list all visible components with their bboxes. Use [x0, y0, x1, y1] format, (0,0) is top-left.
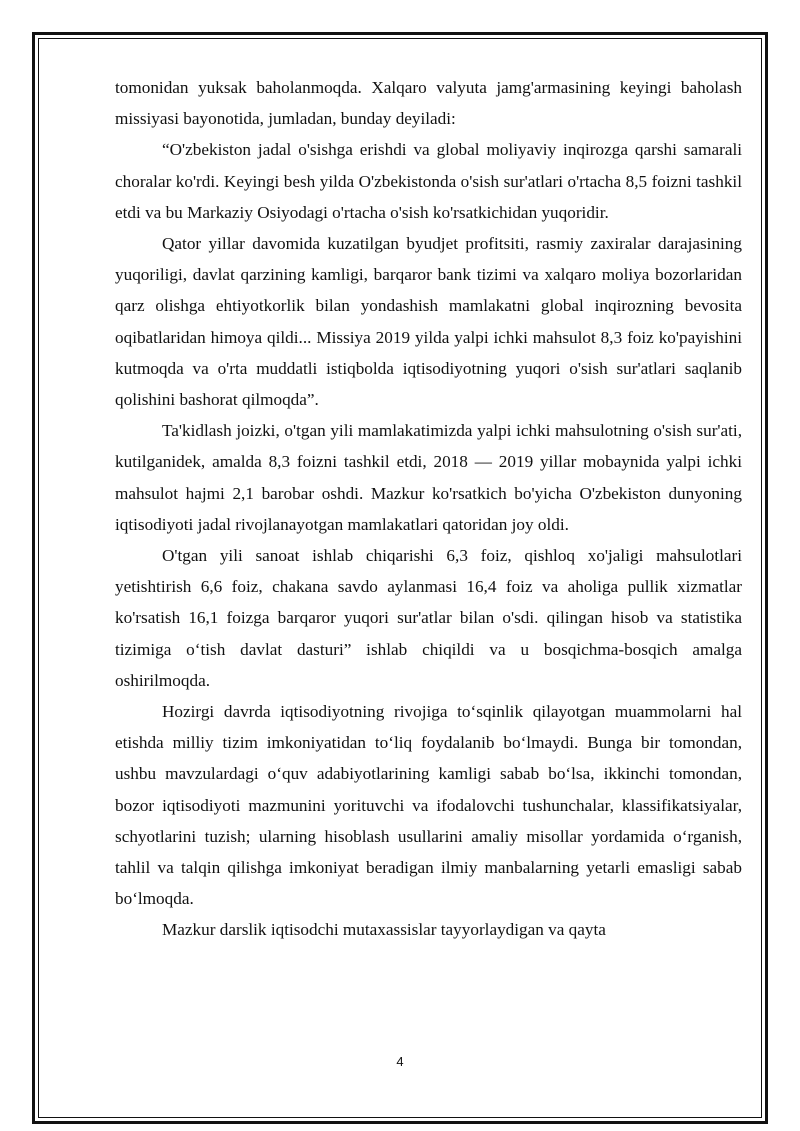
paragraph: “O'zbekiston jadal o'sishga erishdi va global moliyaviy inqirozga qarshi samarali choralar ko'rdi. Keyingi besh yilda O'zbekistonda o'sish sur'atlari o'rtacha 8,5 foizni tashkil etdi va bu Markaziy Osiyodagi o'rtacha o'sish ko'rsatkichidan yuqoridir.	[115, 140, 742, 222]
paragraph: Hozirgi davrda iqtisodiyotning rivojiga to‘sqinlik qilayotgan muammolarni hal etishda milliy tizim imkoniyatidan to‘liq foydalanib bo‘lmaydi. Bunga bir tomondan, ushbu mavzulardagi o‘quv adabiyotlarining kamligi sabab bo‘lsa, ikkinchi tomondan, bozor iqtisodiyoti mazmunini yorituvchi va ifodalovchi tushunchalar, klassifikatsiyalar, schyotlarini tuzish; ularning hisoblash usullarini amaliy misollar yordamida o‘rganish, tahlil va talqin qilishga imkoniyat beradigan ilmiy manbalarning yetarli emasligi sabab bo‘lmoqda.	[115, 702, 742, 909]
paragraph: Mazkur darslik iqtisodchi mutaxassislar tayyorlaydigan va qayta	[162, 920, 606, 940]
paragraph: Qator yillar davomida kuzatilgan byudjet profitsiti, rasmiy zaxiralar darajasining yuqoriligi, davlat qarzining kamligi, barqaror bank tizimi va xalqaro moliya bozorlaridan qarz olishga ehtiyotkorlik bilan yondashish mamlakatni global inqirozning bevosita oqibatlaridan himoya qildi... Missiya 2019 yilda yalpi ichki mahsulot 8,3 foiz ko'payishini kutmoqda va o'rta muddatli istiqbolda iqtisodiyotning yuqori o'sish sur'atlari saqlanib qolishini bashorat qilmoqda”.	[115, 234, 742, 410]
paragraph: Ta'kidlash joizki, o'tgan yili mamlakatimizda yalpi ichki mahsulotning o'sish sur'ati, kutilganidek, amalda 8,3 foizni tashkil etdi, 2018 — 2019 yillar mobaynida yalpi ichki mahsulot hajmi 2,1 barobar oshdi. Mazkur ko'rsatkich bo'yicha O'zbekiston dunyoning iqtisodiyoti jadal rivojlanayotgan mamlakatlari qatoridan joy oldi.	[115, 421, 742, 534]
paragraph: tomonidan yuksak baholanmoqda. Xalqaro valyuta jamg'armasining keyingi baholash missiyasi bayonotida, jumladan, bunday deyiladi:	[115, 78, 742, 129]
page-number: 4	[396, 1054, 404, 1069]
paragraph: O'tgan yili sanoat ishlab chiqarishi 6,3 foiz, qishloq xo'jaligi mahsulotlari yetishtirish 6,6 foiz, chakana savdo aylanmasi 16,4 foiz va aholiga pullik xizmatlar ko'rsatish 16,1 foizga barqaror yuqori sur'atlar bilan o'sdi. qilingan hisob va statistika tizimiga o‘tish davlat dasturi” ishlab chiqildi va u bosqichma-bosqich amalga oshirilmoqda.	[115, 546, 742, 690]
document-body	[115, 72, 742, 946]
